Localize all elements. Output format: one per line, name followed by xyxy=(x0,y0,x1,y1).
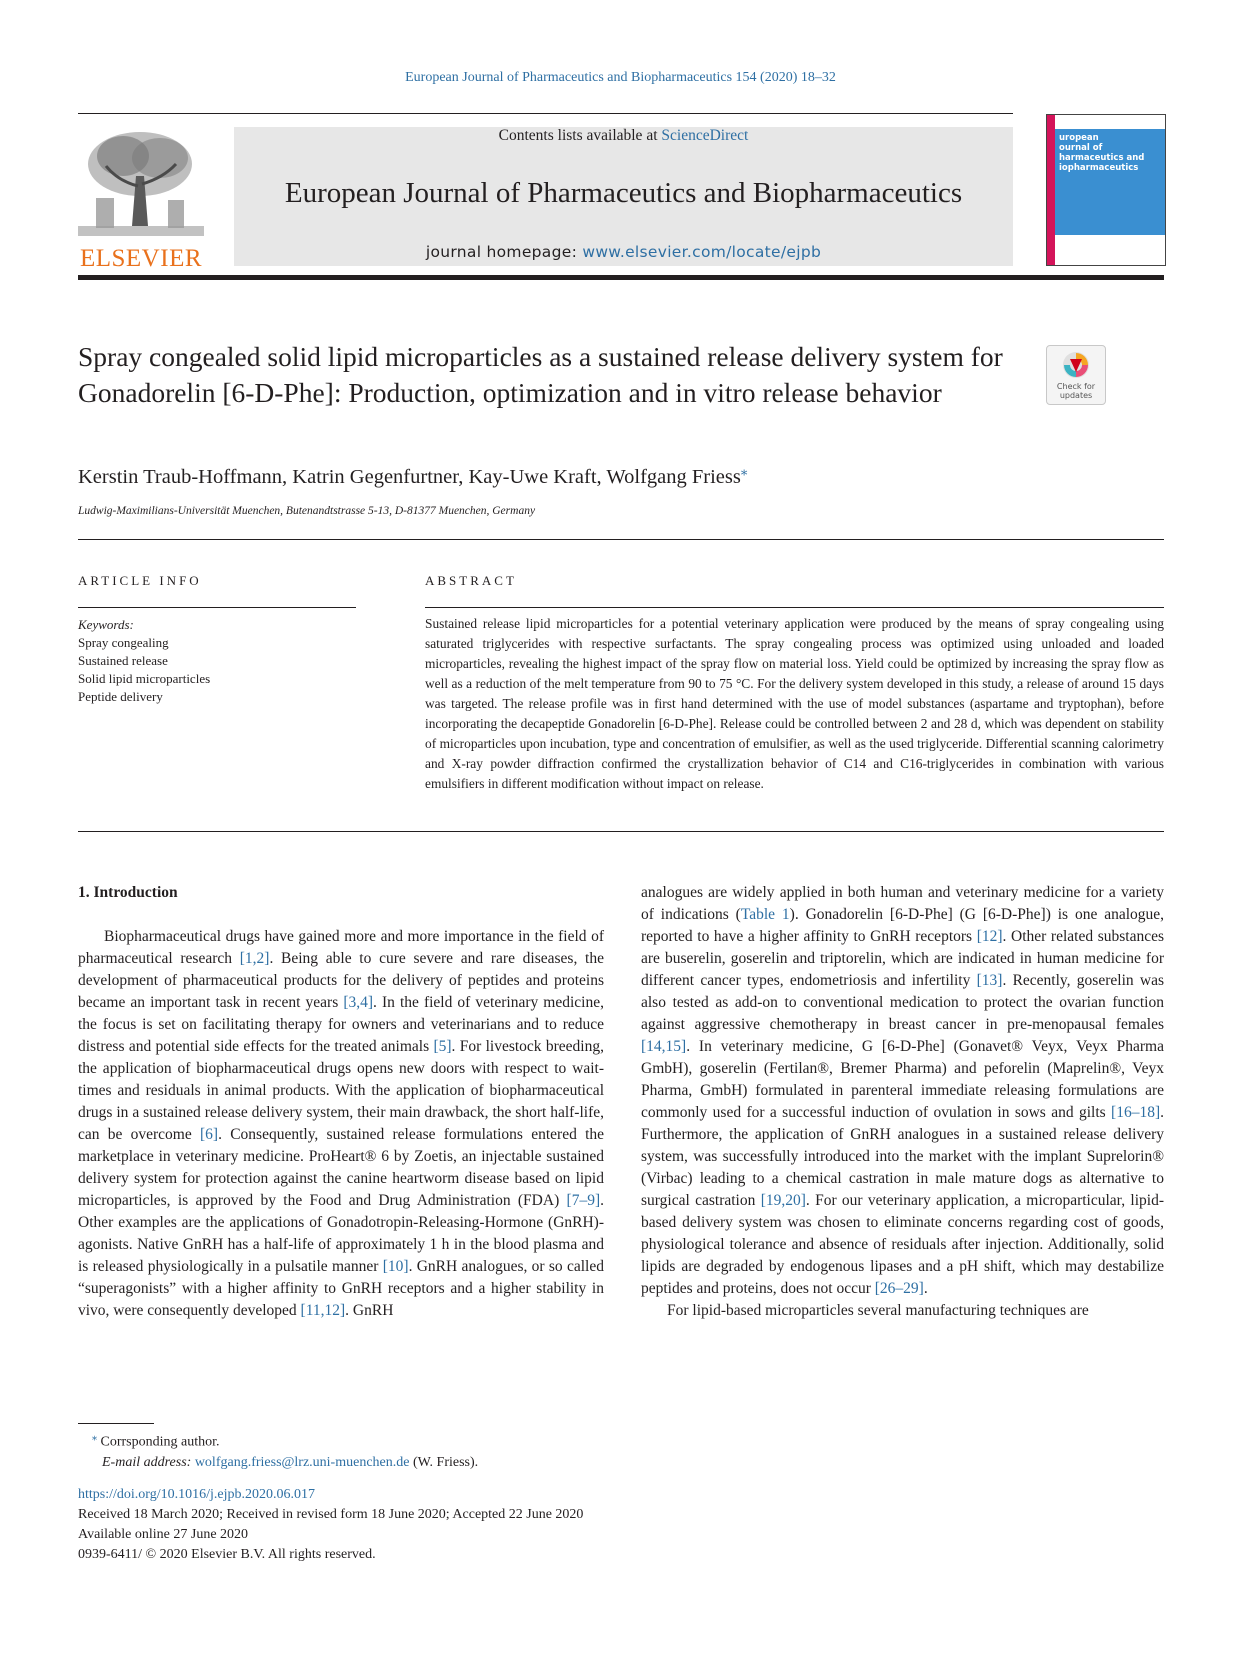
footnote-spacer xyxy=(78,1473,978,1485)
introduction-heading: 1. Introduction xyxy=(78,884,178,901)
cover-bottom-band xyxy=(1055,235,1165,265)
abstract-bottom-rule xyxy=(78,831,1164,832)
reference-link[interactable]: [6] xyxy=(200,1126,219,1143)
intro-paragraph: analogues are widely applied in both human and veterinary medicine for a variety of indications (Table 1). Gonadorelin [6-D-Phe] (G [6-D-Phe]) is one analogue, reported to have a higher affinity to GnRH receptors [12]. Other related substances are buserelin, goserelin and triptorelin, which are indicated in human medicine for different cancer types, endometriosis and infertility [13]. Recently, goserelin was also tested as add-on to conventional medication to protect the ovarian function against aggressive chemotherapy in breast cancer in pre-menopausal females [14,15]. In veterinary medicine, G [6-D-Phe] (Gonavet® Veyx, Veyx Pharma GmbH), goserelin (Fertilan®, Bremer Pharma) and peforelin (Maprelin®, Veyx Pharma, GmbH) formulated in parenteral immediate releasing formulations are commonly used for a successful induction of ovulation in sows and gilts [16–18]. Furthermore, the application of GnRH analogues in a sustained release delivery system, was successfully introduced into the market with the implant Suprelorin® (Virbac) leading to a chemical castration in male mature dogs as alternative to surgical castration [19,20]. For our veterinary application, a microparticular, lipid-based delivery system was chosen to eliminate concerns regarding cost of goods, physiological tolerance and absence of residuals after injection. Additionally, solid lipids are degraded by endogenous lipases and a pH shift, which may destabilize peptides and proteins, does not occur [26–29]. xyxy=(641,884,1165,1297)
author-list xyxy=(78,463,1078,489)
cover-top-band xyxy=(1055,115,1165,129)
sciencedirect-link[interactable]: ScienceDirect xyxy=(661,127,749,144)
reference-link[interactable]: [12] xyxy=(976,928,1003,945)
reference-link[interactable]: [16–18] xyxy=(1111,1104,1161,1121)
reference-link[interactable]: [7–9] xyxy=(566,1192,601,1209)
reference-link[interactable]: Table 1 xyxy=(740,906,790,923)
cover-title-line: uropean xyxy=(1059,133,1099,143)
keyword-item: Peptide delivery xyxy=(78,689,163,704)
homepage-link[interactable]: www.elsevier.com/locate/ejpb xyxy=(582,243,822,261)
copyright: 0939-6411/ © 2020 Elsevier B.V. All rights reserved. xyxy=(78,1546,376,1562)
cover-title-line: ournal of xyxy=(1059,143,1103,153)
intro-paragraph: Biopharmaceutical drugs have gained more and more importance in the field of pharmaceutical research [1,2]. Being able to cure severe and rare diseases, the development of pharmaceutical products for the delivery of peptides and proteins became an important task in recent years [3,4]. In the field of veterinary medicine, the focus is set on facilitating therapy for owners and veterinarians and to reduce distress and potential side effects for the treated animals [5]. For livestock breeding, the application of biopharmaceutical drugs opens new doors with respect to wait-times and residuals in animal products. With the application of biopharmaceutical drugs in a sustained release delivery system, their main drawback, the short half-life, can be overcome [6]. Consequently, sustained release formulations entered the marketplace in veterinary medicine. ProHeart® 6 by Zoetis, an injectable sustained delivery system for protection against the canine heartworm disease based on lipid microparticles, is approved by the Food and Drug Administration (FDA) [7–9]. Other examples are the applications of Gonadotropin-Releasing-Hormone (GnRH)-agonists. Native GnRH has a half-life of approximately 1 h in the blood plasma and is released physiologically in a pulsatile manner [10]. GnRH analogues, or so called “superagonists” with a higher affinity to GnRH receptors and a higher stability in vivo, were consequently developed [11,12]. GnRH xyxy=(78,928,605,1319)
cover-title-line: iopharmaceutics xyxy=(1059,163,1139,173)
corresponding-note-mark: ⁎ xyxy=(92,1432,97,1443)
reference-link[interactable]: [10] xyxy=(382,1258,409,1275)
keywords-block xyxy=(78,616,356,706)
reference-link[interactable]: [11,12] xyxy=(300,1302,346,1319)
keyword-item: Sustained release xyxy=(78,653,168,668)
reference-link[interactable]: [1,2] xyxy=(239,950,270,967)
article-title: Spray congealed solid lipid microparticles as a sustained release delivery system for Gonadorelin [6-D-Phe]: Production, optimization and in vitro release behavior xyxy=(78,341,1003,408)
corresponding-author-mark[interactable]: ⁎ xyxy=(740,463,748,478)
header-top-rule xyxy=(78,113,1013,114)
email-label: E-mail address: xyxy=(102,1454,195,1470)
reference-link[interactable]: [3,4] xyxy=(343,994,374,1011)
header-thick-rule xyxy=(78,275,1164,280)
intro-left-column xyxy=(78,926,604,1322)
reference-link[interactable]: [19,20] xyxy=(760,1192,806,1209)
homepage-prefix: journal homepage: xyxy=(425,243,583,261)
intro-right-column xyxy=(641,882,1164,1322)
cover-stripe xyxy=(1047,115,1055,265)
abstract-text: Sustained release lipid microparticles for a potential veterinary application were produced by the means of spray congealing using saturated triglycerides with respective surfactants. The spray congealing process was optimized using unloaded and loaded microparticles, revealing the highest impact of the spray flow on material loss. Yield could be optimized by increasing the spray flow as well as a reduction of the melt temperature from 90 to 75 °C. For the delivery system developed in this study, a release of around 15 days was targeted. The release profile was in first hand determined with the use of model substances (aspartame and tryptophan), before incorporating the decapeptide Gonadorelin [6-D-Phe]. Release could be controlled between 2 and 28 d, which was dependent on stability of microparticles upon incubation, type and concentration of emulsifier, as well as the used triglyceride. Differential scanning calorimetry and X-ray powder diffraction confirmed the crystallization behavior of C14 and C16-triglycerides in combination with various emulsifiers in different modification without impact on release. xyxy=(425,616,1164,791)
footnote-rule xyxy=(78,1423,154,1424)
check-for-updates-button[interactable] xyxy=(1046,345,1106,405)
doi-link[interactable]: https://doi.org/10.1016/j.ejpb.2020.06.017 xyxy=(78,1486,315,1502)
footnotes xyxy=(78,1428,978,1565)
abstract-rule xyxy=(425,607,1164,608)
affiliation-rule xyxy=(78,539,1164,540)
authors-text: Kerstin Traub-Hoffmann, Katrin Gegenfurtner, Kay-Uwe Kraft, Wolfgang Friess xyxy=(78,465,741,488)
intro-paragraph: For lipid-based microparticles several manufacturing techniques are xyxy=(667,1302,1089,1319)
email-suffix: (W. Friess). xyxy=(409,1454,479,1470)
corresponding-note xyxy=(78,1428,978,1453)
check-updates-label: Check for updates xyxy=(1056,382,1096,400)
affiliation: Ludwig-Maximilians-Universität Muenchen, Butenandtstrasse 5-13, D-81377 Muenchen, Germany xyxy=(78,505,536,517)
check-updates-icon xyxy=(1061,350,1091,380)
email-link[interactable]: wolfgang.friess@lrz.uni-muenchen.de xyxy=(194,1454,410,1470)
cover-title-line: harmaceutics and xyxy=(1059,153,1145,163)
contents-prefix: Contents lists available at xyxy=(498,127,662,144)
keyword-item: Spray congealing xyxy=(78,635,169,650)
reference-link[interactable]: [5] xyxy=(433,1038,452,1055)
keyword-item: Solid lipid microparticles xyxy=(78,671,211,686)
keywords-label: Keywords: xyxy=(78,617,134,632)
email-note xyxy=(78,1453,978,1473)
elsevier-wordmark: ELSEVIER xyxy=(79,245,203,272)
reference-link[interactable]: [26–29] xyxy=(874,1280,924,1297)
journal-cover[interactable] xyxy=(1046,114,1166,266)
homepage-line xyxy=(234,243,1013,261)
article-info-rule xyxy=(78,607,356,608)
elsevier-tree-icon xyxy=(78,126,204,238)
cover-title xyxy=(1059,133,1163,173)
corresponding-note-text: Corrsponding author. xyxy=(97,1434,220,1450)
elsevier-logo[interactable] xyxy=(78,126,204,272)
reference-link[interactable]: [13] xyxy=(976,972,1003,989)
journal-name: European Journal of Pharmaceutics and Biopharmaceutics xyxy=(284,177,963,209)
contents-line xyxy=(234,127,1013,145)
available-online: Available online 27 June 2020 xyxy=(78,1526,249,1542)
abstract-heading: ABSTRACT xyxy=(425,573,517,588)
journal-banner xyxy=(234,127,1013,266)
reference-link[interactable]: [14,15] xyxy=(641,1038,687,1055)
journal-citation[interactable]: European Journal of Pharmaceutics and Biopharmaceutics 154 (2020) 18–32 xyxy=(405,70,836,85)
article-info-heading: ARTICLE INFO xyxy=(78,573,202,588)
received-dates: Received 18 March 2020; Received in revised form 18 June 2020; Accepted 22 June 2020 xyxy=(78,1506,584,1522)
